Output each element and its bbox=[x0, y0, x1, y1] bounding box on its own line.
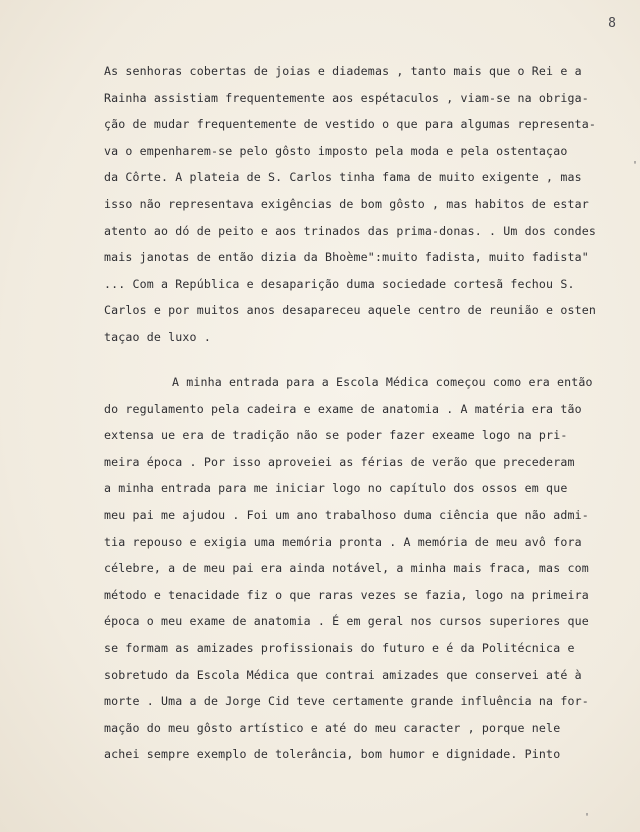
text-line: atento ao dó de peito e aos trinados das prima-donas. . Um dos condes bbox=[104, 223, 596, 238]
text-line: mais janotas de então dizia da Bhoème":muito fadista, muito fadista" bbox=[104, 250, 589, 265]
text-line: Carlos e por muitos anos desapareceu aquele centro de reunião e osten bbox=[104, 303, 596, 318]
text-line: ... Com a República e desaparição duma sociedade cortesã fechou S. bbox=[104, 276, 575, 291]
text-line: sobretudo da Escola Médica que contrai amizades que conservei até à bbox=[104, 667, 582, 682]
text-line: achei sempre exemplo de tolerância, bom humor e dignidade. Pinto bbox=[104, 747, 561, 762]
text-line: do regulamento pela cadeira e exame de anatomia . A matéria era tão bbox=[104, 401, 582, 416]
paragraph-2 bbox=[104, 369, 636, 768]
margin-tick-mark: ' bbox=[632, 160, 639, 171]
text-line: isso não representava exigências de bom gôsto , mas habitos de estar bbox=[104, 196, 589, 211]
margin-tick-mark: ' bbox=[584, 812, 591, 823]
text-line: meira época . Por isso aproveiei as férias de verão que precederam bbox=[104, 454, 575, 469]
text-line: da Côrte. A plateia de S. Carlos tinha fama de muito exigente , mas bbox=[104, 170, 582, 185]
paragraph-1 bbox=[104, 58, 639, 351]
text-line: época o meu exame de anatomia . É em geral nos cursos superiores que bbox=[104, 614, 589, 629]
text-line: As senhoras cobertas de joias e diademas , tanto mais que o Rei e a bbox=[104, 64, 582, 78]
page-number: 8 bbox=[608, 16, 616, 31]
text-line: tia repouso e exigia uma memória pronta . A memória de meu avô fora bbox=[104, 534, 582, 549]
text-line: Rainha assistiam frequentemente aos espétaculos , viam-se na obriga- bbox=[104, 90, 589, 105]
text-line: a minha entrada para me iniciar logo no capítulo dos ossos em que bbox=[104, 481, 568, 496]
text-line: extensa ue era de tradição não se poder fazer exeame logo na pri- bbox=[104, 428, 568, 443]
text-line: método e tenacidade fiz o que raras vezes se fazia, logo na primeira bbox=[104, 587, 589, 602]
text-line: taçao de luxo . bbox=[104, 329, 211, 344]
text-line: va o empenharem-se pelo gôsto imposto pela moda e pela ostentaçao bbox=[104, 143, 568, 158]
text-line: morte . Uma a de Jorge Cid teve certamente grande influência na for- bbox=[104, 694, 589, 709]
text-line: se formam as amizades profissionais do futuro e é da Politécnica e bbox=[104, 640, 575, 655]
text-line: meu pai me ajudou . Foi um ano trabalhoso duma ciência que não admi- bbox=[104, 507, 589, 522]
text-line: célebre, a de meu pai era ainda notável, a minha mais fraca, mas com bbox=[104, 561, 589, 576]
text-line: mação do meu gôsto artístico e até do meu caracter , porque nele bbox=[104, 720, 561, 735]
text-line: A minha entrada para a Escola Médica começou como era então bbox=[172, 375, 593, 389]
text-line: ção de mudar frequentemente de vestido o que para algumas representa- bbox=[104, 117, 596, 132]
